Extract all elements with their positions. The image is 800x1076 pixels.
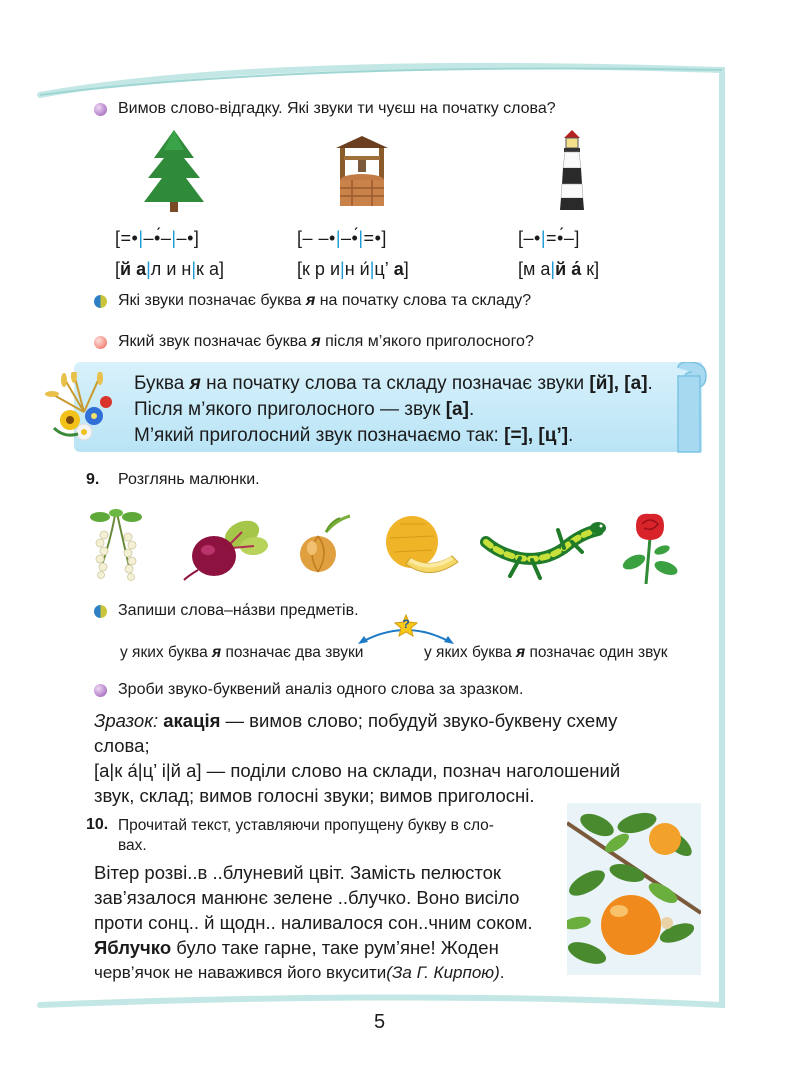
category-two-sounds: у яких буква я позначає два звуки xyxy=(120,644,364,661)
example-line-1: Зразок: акація — вимов слово; побудуй звуко-буквену схему xyxy=(94,710,618,731)
rose-icon xyxy=(616,510,684,586)
well-icon xyxy=(332,134,392,210)
onion-icon xyxy=(296,512,354,576)
apple-branch-icon xyxy=(567,803,701,975)
bullet-pink-icon xyxy=(94,336,107,349)
melon-icon xyxy=(380,512,462,580)
scheme-pattern-1: [=•|–•́–|–•] xyxy=(115,228,200,248)
text-line-4: Яблучко було таке гарне, таке рум’яне! Жоден xyxy=(94,937,499,958)
scheme-word-1: [й а|л и н|к а] xyxy=(115,259,224,279)
example-line-2: слова; xyxy=(94,735,150,756)
question-ya-start: Які звуки позначає буква я на початку слова та складу? xyxy=(118,292,532,309)
task9-instruction: Запиши слова–на́зви предметів. xyxy=(118,602,359,619)
lighthouse-icon xyxy=(556,128,588,212)
rule-line-3: М’який приголосний звук позначаємо так: [=], [ц’]. xyxy=(134,425,574,446)
scroll-curl-icon xyxy=(676,362,710,456)
rule-line-2: Після м’якого приголосного — звук [а]. xyxy=(134,399,475,420)
scheme-pattern-3: [–•|=•́–] xyxy=(518,228,580,248)
example-line-4: звук, склад; вимов голосні звуки; вимов приголосні. xyxy=(94,785,535,806)
task10-instruction-2: вах. xyxy=(118,837,147,854)
rule-line-1: Буква я на початку слова та складу позначає звуки [й], [а]. xyxy=(134,373,653,394)
example-line-3: [а|к а́|ц’ і|й а] — поділи слово на склади, познач наголошений xyxy=(94,760,621,781)
text-line-2: зав’язалося манюнє зелене ..блучко. Воно висіло xyxy=(94,887,520,908)
text-line-1: Вітер розві..в ..блуневий цвіт. Замість пелюсток xyxy=(94,862,501,883)
task9-title: Розглянь малюнки. xyxy=(118,471,260,488)
task9-analysis: Зроби звуко-буквений аналіз одного слова за зразком. xyxy=(118,681,524,698)
text-line-5: черв’ячок не наважився його вкусити(За Г. Кирпою). xyxy=(94,963,505,982)
page-number: 5 xyxy=(374,1011,386,1033)
task10-instruction-1: Прочитай текст, уставляючи пропущену букву в сло- xyxy=(118,817,494,834)
bullet-blue-green-icon xyxy=(94,295,107,308)
bullet-purple-icon xyxy=(94,103,107,116)
scheme-pattern-2: [– –•|–•́|=•] xyxy=(297,228,387,248)
category-one-sound: у яких буква я позначає один звук xyxy=(424,644,668,661)
scheme-word-2: [к р и|н и́|ц’ а] xyxy=(297,259,409,279)
bullet-blue-green-icon xyxy=(94,605,107,618)
acacia-icon xyxy=(86,505,148,587)
beet-icon xyxy=(180,516,272,582)
task-number-9: 9. xyxy=(86,471,100,488)
flower-bouquet-icon xyxy=(44,372,124,444)
question-ya-after-soft: Який звук позначає буква я після м’якого приголосного? xyxy=(118,333,534,350)
task-number-10: 10. xyxy=(86,816,109,833)
text-line-3: проти сонц.. й щодн.. наливалося сон..чним соком. xyxy=(94,912,533,933)
question-badge-icon: ? xyxy=(394,614,418,638)
scheme-word-3: [м а|й а́ к] xyxy=(518,259,600,279)
bullet-purple-icon xyxy=(94,684,107,697)
fir-tree-icon xyxy=(140,128,208,214)
lizard-icon xyxy=(480,514,606,586)
question-sounds-start: Вимов слово-відгадку. Які звуки ти чуєш на початку слова? xyxy=(118,100,556,117)
